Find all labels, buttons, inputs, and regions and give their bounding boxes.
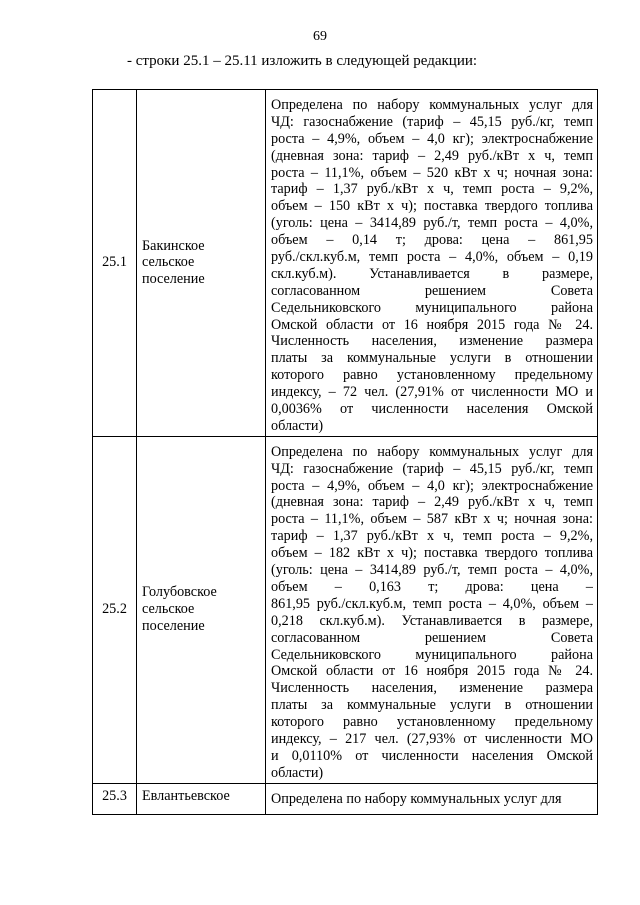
description-line: платы за коммунальные услуги в отношении: [271, 350, 593, 367]
settlements-table: [92, 89, 598, 815]
page-number: 69: [313, 29, 327, 44]
description-line: Определена по набору коммунальных услуг для: [271, 790, 562, 807]
description-line: области): [271, 417, 324, 434]
description-line: объем – 0,14 т; дрова: цена – 861,95: [271, 232, 593, 249]
description-line: (уголь: цена – 3414,89 руб./т, темп роста – 4,0%,: [271, 562, 593, 579]
description-line: 0,218 скл.куб.м). Устанавливается в размере,: [271, 612, 593, 629]
settlement-name-line: Евлантьевское: [142, 787, 230, 804]
settlement-description: [266, 783, 598, 814]
description-line: Численность населения, изменение размера: [271, 680, 593, 697]
description-line: согласованном решением Совета: [271, 282, 593, 299]
description-line: которого равно установленному предельному: [271, 367, 593, 384]
row-number: 25.1: [93, 90, 137, 437]
intro-text: - строки 25.1 – 25.11 изложить в следующей редакции:: [127, 53, 478, 69]
description-line: (уголь: цена – 3414,89 руб./т, темп роста – 4,0%,: [271, 215, 593, 232]
description-line: индексу, – 72 чел. (27,91% от численности МО и: [271, 384, 593, 401]
row-number: 25.2: [93, 436, 137, 783]
description-line: Омской области от 16 ноября 2015 года № 24.: [271, 316, 593, 333]
description-line: скл.куб.м). Устанавливается в размере,: [271, 265, 593, 282]
description-line: Определена по набору коммунальных услуг для: [271, 443, 593, 460]
description-line: согласованном решением Совета: [271, 629, 593, 646]
description-line: объем – 150 кВт х ч); поставка твердого топлива: [271, 198, 593, 215]
description-line: и 0,0110% от численности населения Омской: [271, 747, 593, 764]
description-line: (дневная зона: тариф – 2,49 руб./кВт х ч, темп: [271, 147, 593, 164]
settlement-name: [137, 783, 266, 814]
description-line: ЧД: газоснабжение (тариф – 45,15 руб./кг, темп: [271, 113, 593, 130]
description-line: Численность населения, изменение размера: [271, 333, 593, 350]
description-line: Омской области от 16 ноября 2015 года № 24.: [271, 663, 593, 680]
description-line: тариф – 1,37 руб./кВт х ч, темп роста – 9,2%,: [271, 528, 593, 545]
description-line: 0,0036% от численности населения Омской: [271, 401, 593, 418]
settlement-name: [137, 436, 266, 783]
settlement-name: [137, 90, 266, 437]
table-row: [93, 90, 598, 437]
description-line: роста – 4,9%, объем – 4,0 кг); электроснабжение: [271, 130, 593, 147]
description-line: объем – 0,163 т; дрова: цена –: [271, 578, 593, 595]
description-line: объем – 182 кВт х ч); поставка твердого топлива: [271, 545, 593, 562]
description-line: Седельниковского муниципального района: [271, 646, 593, 663]
description-line: Седельниковского муниципального района: [271, 299, 593, 316]
settlement-name-line: сельское: [142, 601, 195, 618]
settlement-name-line: Бакинское: [142, 237, 205, 254]
description-line: которого равно установленному предельному: [271, 714, 593, 731]
settlement-description: [266, 90, 598, 437]
description-line: Определена по набору коммунальных услуг для: [271, 97, 593, 113]
description-line: индексу, – 217 чел. (27,93% от численности МО: [271, 730, 593, 747]
settlement-description: [266, 436, 598, 783]
table-row: [93, 783, 598, 814]
description-line: 861,95 руб./скл.куб.м, темп роста – 4,0%, объем –: [271, 595, 593, 612]
row-number: 25.3: [93, 783, 137, 814]
settlement-name-line: поселение: [142, 271, 205, 288]
description-line: ЧД: газоснабжение (тариф – 45,15 руб./кг, темп: [271, 460, 593, 477]
table-body: [93, 90, 598, 815]
settlement-name-line: сельское: [142, 254, 195, 271]
description-line: тариф – 1,37 руб./кВт х ч, темп роста – 9,2%,: [271, 181, 593, 198]
description-line: платы за коммунальные услуги в отношении: [271, 697, 593, 714]
table-row: [93, 436, 598, 783]
description-line: области): [271, 764, 324, 781]
settlement-name-line: поселение: [142, 618, 205, 635]
description-line: роста – 11,1%, объем – 587 кВт х ч; ночная зона:: [271, 511, 593, 528]
description-line: роста – 11,1%, объем – 520 кВт х ч; ночная зона:: [271, 164, 593, 181]
description-line: роста – 4,9%, объем – 4,0 кг); электроснабжение: [271, 477, 593, 494]
description-line: (дневная зона: тариф – 2,49 руб./кВт х ч, темп: [271, 494, 593, 511]
settlement-name-line: Голубовское: [142, 584, 217, 601]
description-line: руб./скл.куб.м, темп роста – 4,0%, объем – 0,19: [271, 249, 593, 266]
